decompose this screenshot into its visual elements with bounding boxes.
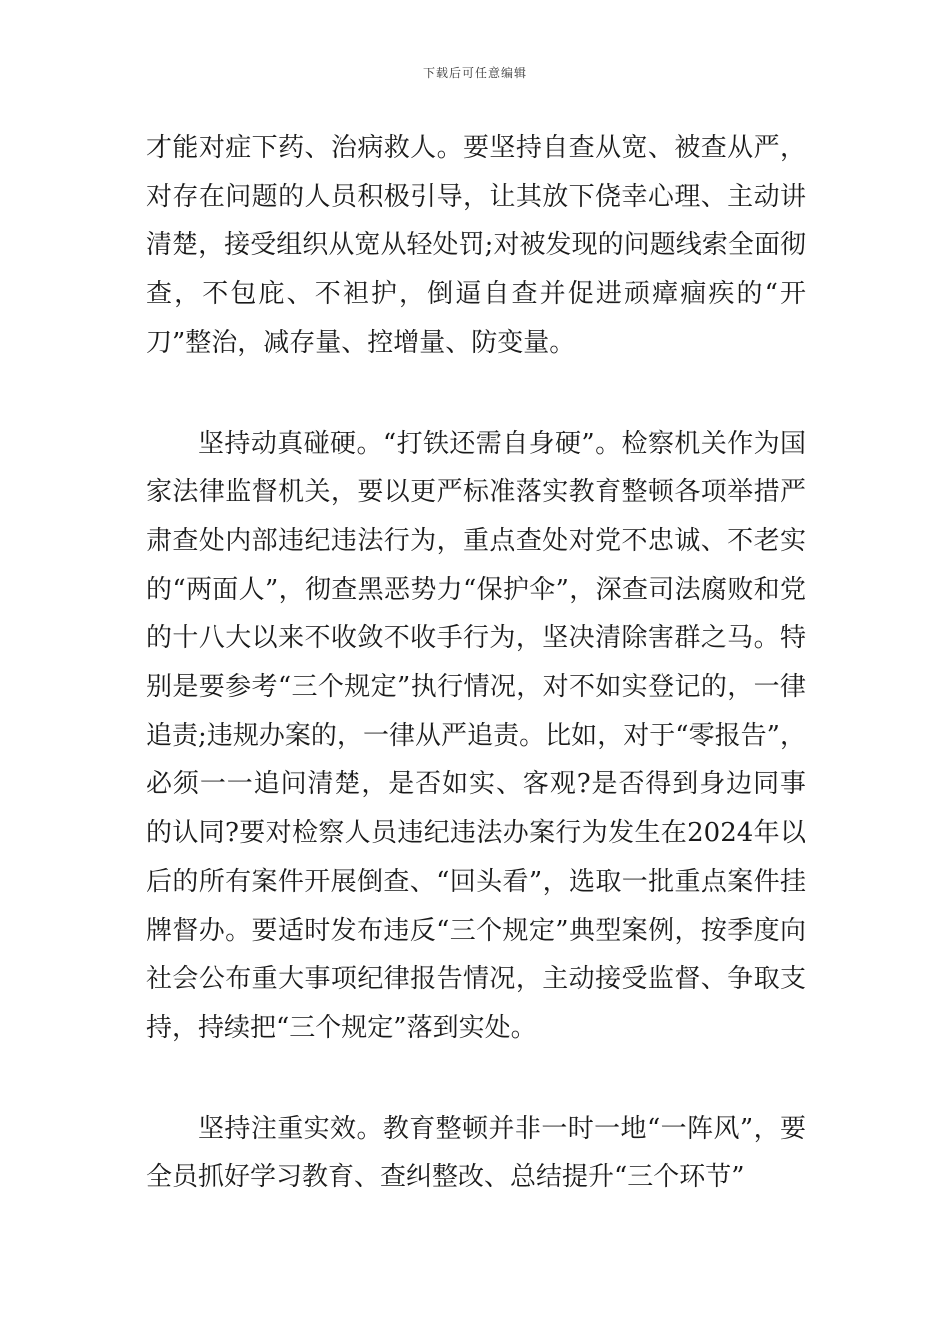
paragraph-zhu-zhong-shi-xiao: 坚持注重实效。教育整顿并非一时一地“一阵风”，要全员抓好学习教育、查纠整改、总结提升“三个环节” <box>146 1113 806 1193</box>
paragraph-dong-zhen-peng-ying: 坚持动真碰硬。“打铁还需自身硬”。检察机关作为国家法律监督机关，要以更严标准落实教育整顿各项举措严肃查处内部违纪违法行为，重点查处对党不忠诚、不老实的“两面人”，彻查黑恶势力“保护伞”，深查司法腐败和党的十八大以来不收敛不收手行为，坚决清除害群之马。特别是要参考“三个规定”执行情况，对不如实登记的，一律追责;违规办案的，一律从严追责。比如，对于“零报告”，必须一一追问清楚，是否如实、客观?是否得到身边同事的认同?要对检察人员违纪违法办案行为发生在2024年以后的所有案件开展倒查、“回头看”，选取一批重点案件挂牌督办。要适时发布违反“三个规定”典型案例，按季度向社会公布重大事项纪律报告情况，主动接受监督、争取支持，持续把“三个规定”落到实处。 <box>146 428 806 1043</box>
document-body <box>146 124 806 1202</box>
page-header: 下载后可任意编辑 <box>422 66 527 80</box>
paragraph-gap <box>146 1053 806 1105</box>
paragraph-gap <box>146 368 806 420</box>
paragraph-continuation: 才能对症下药、治病救人。要坚持自查从宽、被查从严，对存在问题的人员积极引导，让其放下侥幸心理、主动讲清楚，接受组织从宽从轻处罚;对被发现的问题线索全面彻查，不包庇、不袒护，倒逼自查并促进顽瘴痼疾的“开刀”整治，减存量、控增量、防变量。 <box>146 133 806 358</box>
